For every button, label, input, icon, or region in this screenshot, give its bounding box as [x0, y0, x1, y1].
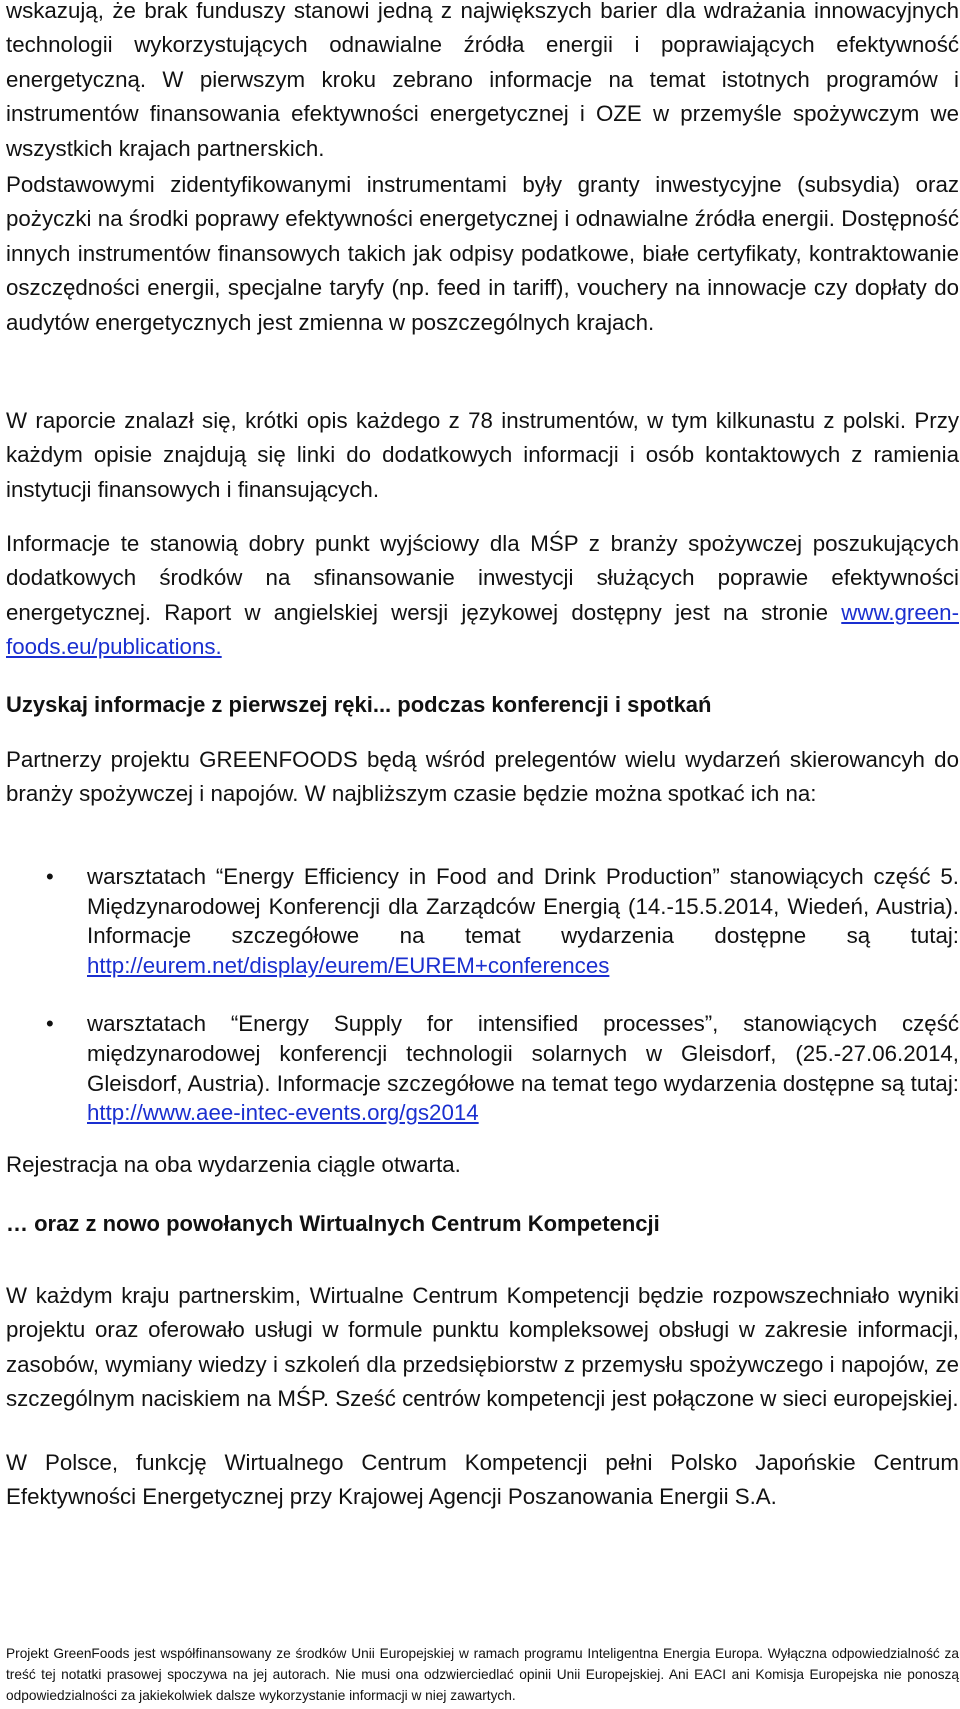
partners-paragraph: Partnerzy projektu GREENFOODS będą wśród prelegentów wielu wydarzeń skierowancyh do branży spożywczej i napojów. W najbliższym czasie będzie można spotkać ich na:: [6, 747, 959, 807]
sme-paragraph: [6, 527, 959, 665]
event-list-item: [6, 1009, 959, 1127]
competence-centres-heading: … oraz z nowo powołanych Wirtualnych Centrum Kompetencji: [6, 1211, 660, 1236]
event-description: warsztatach “Energy Supply for intensified processes”, stanowiących część międzynarodowej konferencji technologii solarnych w Gleisdorf, (25.-27.06.2014, Gleisdorf, Austria). Informacje szczegółowe na temat tego wydarzenia dostępne są tutaj:: [87, 1011, 959, 1096]
eurem-conference-link[interactable]: http://eurem.net/display/eurem/EUREM+conferences: [87, 952, 610, 978]
competence-centres-paragraph: W każdym kraju partnerskim, Wirtualne Centrum Kompetencji będzie rozpowszechniało wyniki projektu oraz oferowało usługi w formule punktu kompleksowej obsługi w zakresie informacji, zasobów, wymiany wiedzy i szkoleń dla przedsiębiorstw z przemysłu spożywczego i napojów, ze szczególnym naciskiem na MŚP. Sześć centrów kompetencji jest połączone w sieci europejskiej.: [6, 1283, 959, 1412]
poland-paragraph: W Polsce, funkcję Wirtualnego Centrum Kompetencji pełni Polsko Japońskie Centrum Efektywności Energetycznej przy Krajowej Agencji Poszanowania Energii S.A.: [6, 1450, 959, 1510]
bullet-icon: •: [46, 1011, 54, 1037]
registration-paragraph: Rejestracja na oba wydarzenia ciągle otwarta.: [6, 1152, 461, 1177]
instruments-paragraph: Podstawowymi zidentyfikowanymi instrumentami były granty inwestycyjne (subsydia) oraz pożyczki na środki poprawy efektywności energetycznej i odnawialne źródła energii. Dostępność innych instrumentów finansowych takich jak odpisy podatkowe, białe certyfikaty, kontraktowanie oszczędności energii, specjalne taryfy (np. feed in tariff), vouchery na innowacje czy dopłaty do audytów energetycznych jest zmienna w poszczególnych krajach.: [6, 172, 959, 335]
intro-paragraph: wskazują, że brak funduszy stanowi jedną z największych barier dla wdrażania innowacyjnych technologii wykorzystujących odnawialne źródła energii i poprawiających efektywność energetyczną. W pierwszym kroku zebrano informacje na temat istotnych programów i instrumentów finansowania efektywności energetycznej i OZE w przemyśle spożywczym we wszystkich krajach partnerskich.: [6, 0, 959, 161]
bullet-icon: •: [46, 864, 54, 889]
aee-intec-events-link[interactable]: http://www.aee-intec-events.org/gs2014: [87, 1100, 479, 1126]
sme-paragraph-text: Informacje te stanowią dobry punkt wyjściowy dla MŚP z branży spożywczej poszukujących dodatkowych środków na sfinansowanie inwestycji służących poprawie efektywności energetycznej. Raport w angielskiej wersji językowej dostępny jest na stronie: [6, 531, 959, 625]
eu-disclaimer-footer: Projekt GreenFoods jest współfinansowany ze środków Unii Europejskiej w ramach programu Inteligentna Energia Europa. Wyłączna odpowiedzialność za treść tej notatki prasowej spoczywa na jej autorach. Nie musi ona odzwierciedlać opinii Unii Europejskiej. Ani EACI ani Komisja Europejska nie ponoszą odpowiedzialności za jakiekolwiek dalsze wykorzystanie informacji w niej zawartych.: [6, 1646, 959, 1703]
report-paragraph: W raporcie znalazł się, krótki opis każdego z 78 instrumentów, w tym kilkunastu z polski. Przy każdym opisie znajdują się linki do dodatkowych informacji i osób kontaktowych z ramienia instytucji finansowych i finansujących.: [6, 408, 959, 502]
event-list-item: [6, 862, 959, 980]
events-list: [6, 862, 959, 1128]
publications-link[interactable]: www.green-foods.eu/publications.: [6, 599, 959, 660]
conferences-heading: Uzyskaj informacje z pierwszej ręki... podczas konferencji i spotkań: [6, 692, 712, 717]
event-description: warsztatach “Energy Efficiency in Food and Drink Production” stanowiących część 5. Międzynarodowej Konferencji dla Zarządców Energią (14.-15.5.2014, Wiedeń, Austria). Informacje szczegółowe na temat wydarzenia dostępne są tutaj:: [87, 864, 959, 949]
